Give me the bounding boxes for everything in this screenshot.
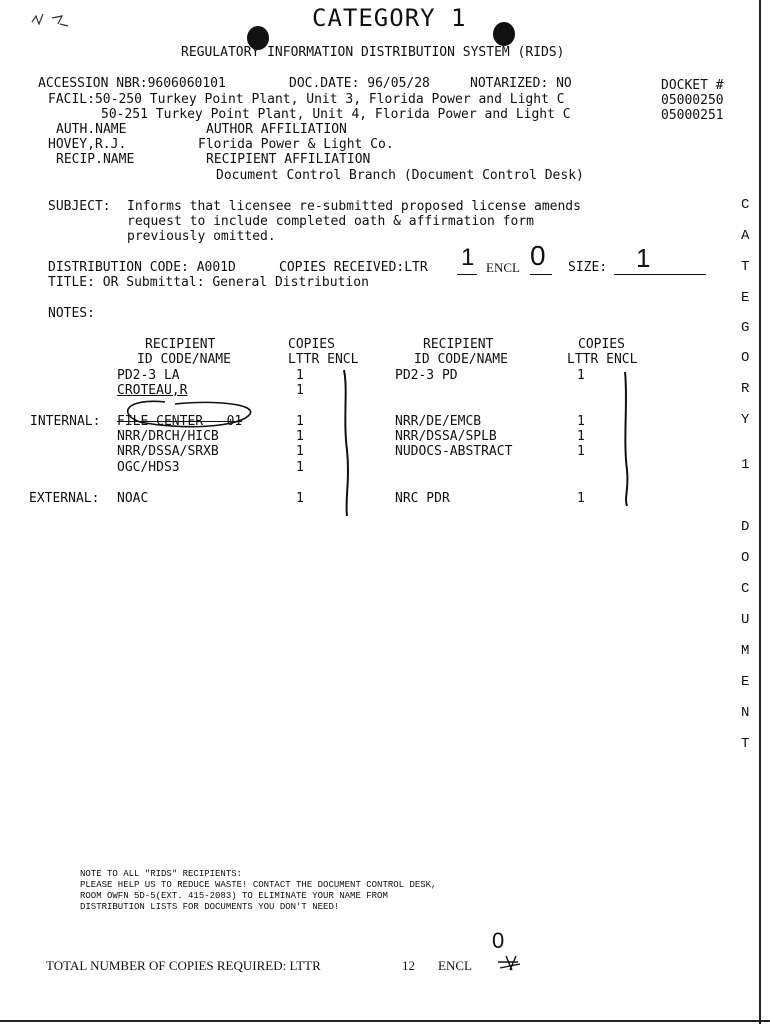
size-underline bbox=[614, 274, 706, 275]
right-ltr-5: 1 bbox=[577, 444, 585, 459]
size-label: SIZE: bbox=[568, 260, 608, 275]
subject-line-3: previously omitted. bbox=[127, 229, 276, 244]
recip-name-label: RECIP.NAME bbox=[56, 152, 135, 167]
notarized: NOTARIZED: NO bbox=[470, 76, 572, 91]
note-line-3: ROOM OWFN 5D-5(EXT. 415-2083) TO ELIMINATE YOUR NAME FROM bbox=[80, 891, 388, 901]
recipient-affiliation: Document Control Branch (Document Control Desk) bbox=[216, 168, 584, 183]
encl-bar-left bbox=[344, 370, 348, 516]
docket-2: 05000251 bbox=[661, 108, 724, 123]
right-name-7: NRC PDR bbox=[395, 491, 450, 506]
internal-label: INTERNAL: bbox=[30, 414, 101, 429]
encl-bar-right bbox=[625, 372, 627, 506]
doc-date: DOC.DATE: 96/05/28 bbox=[289, 76, 430, 91]
side-letter-16: N bbox=[741, 705, 750, 721]
side-letter-14: M bbox=[741, 643, 750, 659]
encl-underline bbox=[530, 274, 552, 275]
subject-line-1: Informs that licensee re-submitted proposed license amends bbox=[127, 199, 581, 214]
docket-1: 05000250 bbox=[661, 93, 724, 108]
total-encl-label: ENCL bbox=[438, 958, 472, 973]
right-name-3: NRR/DE/EMCB bbox=[395, 414, 482, 429]
side-letter-10: D bbox=[741, 519, 750, 535]
subject-label: SUBJECT: bbox=[48, 199, 111, 214]
page-right-edge bbox=[759, 0, 761, 1024]
right-ltr-3: 1 bbox=[577, 414, 585, 429]
facility-2: 50-251 Turkey Point Plant, Unit 4, Florida Power and Light C bbox=[101, 107, 571, 122]
total-encl-scratch bbox=[498, 956, 520, 970]
category-title: CATEGORY 1 bbox=[312, 4, 467, 32]
left-name-7: NOAC bbox=[117, 491, 149, 506]
side-letter-5: G bbox=[741, 320, 750, 336]
left-ltr-3: 1 bbox=[296, 414, 304, 429]
right-ltr-7: 1 bbox=[577, 491, 585, 506]
right-ltr-1: 1 bbox=[577, 368, 585, 383]
size-handwritten: 1 bbox=[636, 243, 651, 273]
header-ltr-encl-right: LTTR ENCL bbox=[567, 352, 638, 367]
left-ltr-2: 1 bbox=[296, 383, 304, 398]
distribution-code: DISTRIBUTION CODE: A001D bbox=[48, 260, 236, 275]
header-ltr-encl-left: LTTR ENCL bbox=[288, 352, 359, 367]
side-letter-1: C bbox=[741, 197, 750, 213]
right-ltr-4: 1 bbox=[577, 429, 585, 444]
note-line-1: NOTE TO ALL "RIDS" RECIPIENTS: bbox=[80, 869, 243, 879]
page-bottom-edge bbox=[0, 1020, 770, 1022]
right-name-5: NUDOCS-ABSTRACT bbox=[395, 444, 513, 459]
side-letter-7: R bbox=[741, 381, 750, 397]
accession-number: ACCESSION NBR:9606060101 bbox=[38, 76, 226, 91]
subject-line-2: request to include completed oath & affirmation form bbox=[127, 214, 534, 229]
note-line-2: PLEASE HELP US TO REDUCE WASTE! CONTACT THE DOCUMENT CONTROL DESK, bbox=[80, 880, 437, 890]
side-letter-17: T bbox=[741, 736, 750, 752]
side-letter-12: C bbox=[741, 581, 750, 597]
left-ltr-4: 1 bbox=[296, 429, 304, 444]
external-label: EXTERNAL: bbox=[29, 491, 100, 506]
author-name: HOVEY,R.J. bbox=[48, 137, 127, 152]
header-copies-left: COPIES bbox=[288, 337, 335, 352]
author-affiliation-label: AUTHOR AFFILIATION bbox=[206, 122, 347, 137]
facility-1: FACIL:50-250 Turkey Point Plant, Unit 3, Florida Power and Light C bbox=[48, 92, 565, 107]
notes-label: NOTES: bbox=[48, 306, 95, 321]
side-letter-6: O bbox=[741, 350, 750, 366]
auth-name-label: AUTH.NAME bbox=[56, 122, 127, 137]
author-affiliation: Florida Power & Light Co. bbox=[198, 137, 394, 152]
side-letter-3: T bbox=[741, 259, 750, 275]
right-name-4: NRR/DSSA/SPLB bbox=[395, 429, 497, 444]
left-name-6: OGC/HDS3 bbox=[117, 460, 180, 475]
total-encl-handwritten: 0 bbox=[492, 928, 505, 953]
side-letter-8: Y bbox=[741, 412, 750, 428]
left-name-5: NRR/DSSA/SRXB bbox=[117, 444, 219, 459]
ltr-underline bbox=[457, 274, 477, 275]
side-letter-13: U bbox=[741, 612, 750, 628]
distribution-title: TITLE: OR Submittal: General Distribution bbox=[48, 275, 369, 290]
right-name-1: PD2-3 PD bbox=[395, 368, 458, 383]
left-ltr-7: 1 bbox=[296, 491, 304, 506]
left-ltr-1: 1 bbox=[296, 368, 304, 383]
side-letter-2: A bbox=[741, 228, 750, 244]
docket-label: DOCKET # bbox=[661, 78, 724, 93]
left-ltr-6: 1 bbox=[296, 460, 304, 475]
total-copies-label: TOTAL NUMBER OF COPIES REQUIRED: LTTR bbox=[46, 958, 321, 973]
recipient-affiliation-label: RECIPIENT AFFILIATION bbox=[206, 152, 371, 167]
header-recipient-left: RECIPIENT bbox=[145, 337, 216, 352]
total-ltr: 12 bbox=[402, 958, 415, 973]
encl-label: ENCL bbox=[486, 260, 520, 275]
side-letter-9: 1 bbox=[741, 457, 750, 473]
left-ltr-5: 1 bbox=[296, 444, 304, 459]
side-letter-15: E bbox=[741, 674, 750, 690]
header-recipient-right: RECIPIENT bbox=[423, 337, 494, 352]
encl-handwritten: 0 bbox=[530, 240, 546, 271]
side-letter-11: O bbox=[741, 550, 750, 566]
left-name-1: PD2-3 LA bbox=[117, 368, 180, 383]
note-line-4: DISTRIBUTION LISTS FOR DOCUMENTS YOU DON'T NEED! bbox=[80, 902, 340, 912]
header-copies-right: COPIES bbox=[578, 337, 625, 352]
header-id-code-left: ID CODE/NAME bbox=[137, 352, 231, 367]
ltr-handwritten: 1 bbox=[461, 244, 475, 271]
punch-hole-right bbox=[493, 22, 515, 46]
corner-scribble bbox=[32, 14, 68, 26]
left-name-2: CROTEAU,R bbox=[117, 383, 188, 398]
header-id-code-right: ID CODE/NAME bbox=[414, 352, 508, 367]
left-name-4: NRR/DRCH/HICB bbox=[117, 429, 219, 444]
system-title: REGULATORY INFORMATION DISTRIBUTION SYSTEM (RIDS) bbox=[181, 45, 565, 60]
copies-received-label: COPIES RECEIVED:LTR bbox=[279, 260, 428, 275]
left-name-3: FILE CENTER 01 bbox=[117, 414, 243, 429]
side-letter-4: E bbox=[741, 290, 750, 306]
